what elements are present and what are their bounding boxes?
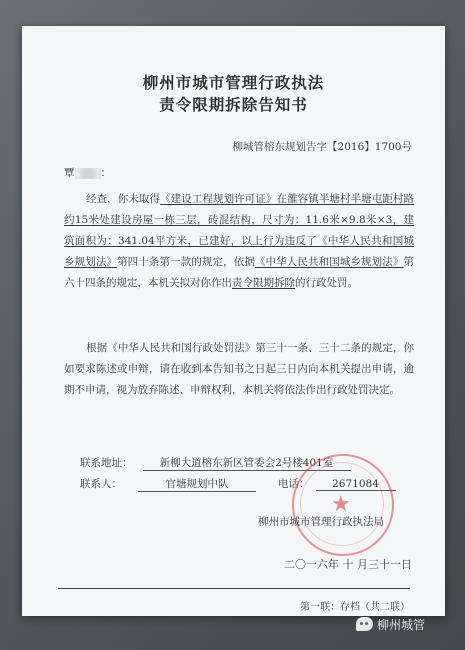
watermark [356, 614, 425, 634]
para1-text-c: 在雒容镇半塘村半塘屯距村路约15米处建设房屋一栋三层，砖混结构，尺寸为：11.6米×9.8米×3，建筑面积为：341.04平方米，已建好，以上行为违反了 [64, 193, 415, 247]
seal-star-icon: ★ [331, 492, 351, 517]
contact-person-value: 官塘规划中队 [138, 476, 256, 492]
paragraph-findings [64, 189, 414, 294]
para1-text-i: 的行政处罚。 [295, 277, 358, 289]
issuing-authority: 柳州市城市管理行政执法局 [258, 516, 384, 528]
phone-value: 2671084 [316, 478, 396, 491]
redacted-name [75, 168, 101, 179]
document-title-line1: 柳州市城市管理行政执法 [142, 74, 325, 92]
copy-note: 第一联：存档（共二联） [300, 602, 410, 613]
issue-date: 二〇一六年 十 月三十一日 [284, 558, 412, 571]
para1-text-a: 经查，你未取得 [86, 193, 161, 205]
paragraph-rights [64, 338, 414, 401]
contact-address-value: 新柳大道榕东新区管委会2号楼401室 [143, 455, 351, 471]
contact-person-label: 联系人： [80, 478, 122, 490]
wechat-icon [356, 617, 373, 631]
phone-label: 电话： [278, 478, 310, 490]
para1-text-e: 第四十条第一款的规定，依据 [117, 256, 255, 268]
para1-text-h: 责令限期拆除 [232, 277, 295, 289]
document-title-line2: 责令限期拆除告知书 [159, 96, 308, 114]
notice-document [22, 26, 445, 616]
para2-text: 根据《中华人民共和国行政处罚法》第三十一条、三十二条的规定，你如要求陈述或申辩，请在收到本告知书之日起三日内向本机关提出申请，逾期不申请，视为放弃陈述、申辩权利，本机关将依法作出行政处罚决定。 [64, 342, 414, 396]
recipient-name: 覃 [64, 167, 75, 179]
footer-divider [58, 588, 410, 589]
contact-address-label: 联系地址： [80, 457, 133, 469]
document-number: 柳城管榕东规划告字【2016】1700号 [232, 141, 412, 153]
para1-text-g: 第六十四条的规定，本机关拟对你作出 [64, 256, 414, 289]
official-seal [292, 454, 394, 556]
para1-text-d: 《中华人民共和国城乡规划法》 [64, 235, 414, 268]
recipient: 覃 ： [64, 167, 111, 179]
watermark-text: 柳州城管 [377, 617, 426, 632]
para1-text-f: 《中华人民共和国城乡规划法》 [254, 256, 404, 268]
para1-text-b: 《建设工程规划许可证》 [160, 193, 277, 205]
